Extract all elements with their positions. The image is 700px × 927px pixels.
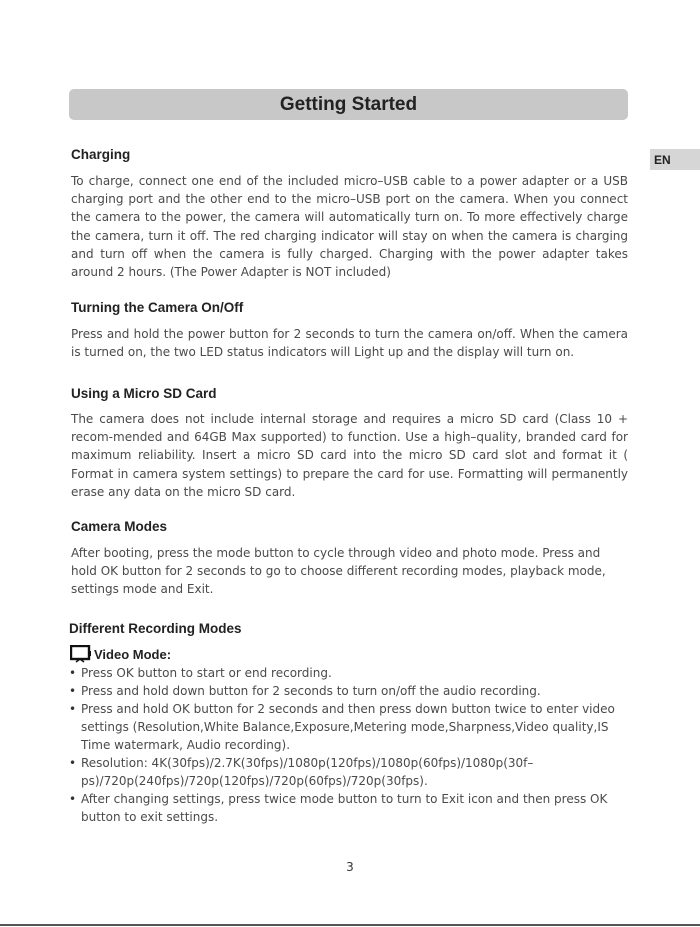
video-mode-list <box>69 664 639 826</box>
page-title: Getting Started <box>279 93 418 115</box>
bottom-rule <box>0 924 700 926</box>
charging-paragraph: To charge, connect one end of the included micro–USB cable to a power adapter or a USB charging port and the other end to the micro–USB port on the camera. When you connect the camera to the power, the camera will automatically turn on. To more effectively charge the camera, turn it off. The red charging indicator will stay on when the camera is charging and turn off when the camera is fully charged. Charging with the power adapter takes around 2 hours. (The Power Adapter is NOT included) <box>71 174 628 280</box>
page-number: 3 <box>346 860 354 874</box>
video-mode-icon <box>70 645 92 663</box>
power-heading: Turning the Camera On/Off <box>71 300 244 315</box>
video-mode-title <box>70 645 171 663</box>
camera-modes-heading: Camera Modes <box>71 519 168 534</box>
list-item: • Press and hold OK button for 2 seconds and then press down button twice to enter video settings (Resolution,White Balance,Exposure,Metering mode,Sharpness,Video quality,IS Time watermark, Audio recording). <box>69 700 639 754</box>
list-item: • Press and hold down button for 2 seconds to turn on/off the audio recording. <box>69 682 639 700</box>
camera-modes-paragraph: After booting, press the mode button to cycle through video and photo mode. Press and hold OK button for 2 seconds to go to choose different recording modes, playback mode, settings mode and Exit. <box>71 546 606 597</box>
list-item: • Press OK button to start or end recording. <box>69 664 639 682</box>
list-item: • Resolution: 4K(30fps)/2.7K(30fps)/1080p(120fps)/1080p(60fps)/1080p(30f–ps)/720p(240fps)/720p(120fps)/720p(60fps)/720p(30fps). <box>69 754 639 790</box>
power-paragraph: Press and hold the power button for 2 seconds to turn the camera on/off. When the camera is turned on, the two LED status indicators will Light up and the display will turn on. <box>71 327 628 360</box>
sd-card-heading: Using a Micro SD Card <box>71 386 217 401</box>
sd-card-paragraph: The camera does not include internal storage and requires a micro SD card (Class 10 + recom-mended and 64GB Max supported) to function. Use a high–quality, branded card for maximum reliability. Insert a micro SD card into the micro SD card slot and format it ( Format in camera system settings) to prepare the card for use. Formatting will permanently erase any data on the micro SD card. <box>71 412 628 499</box>
title-bar <box>69 89 628 120</box>
language-tab: EN <box>650 149 700 170</box>
list-item: • After changing settings, press twice mode button to turn to Exit icon and then press OK button to exit settings. <box>69 790 639 826</box>
video-mode-label: Video Mode: <box>94 646 172 662</box>
recording-modes-heading: Different Recording Modes <box>69 621 242 636</box>
charging-heading: Charging <box>71 147 131 162</box>
